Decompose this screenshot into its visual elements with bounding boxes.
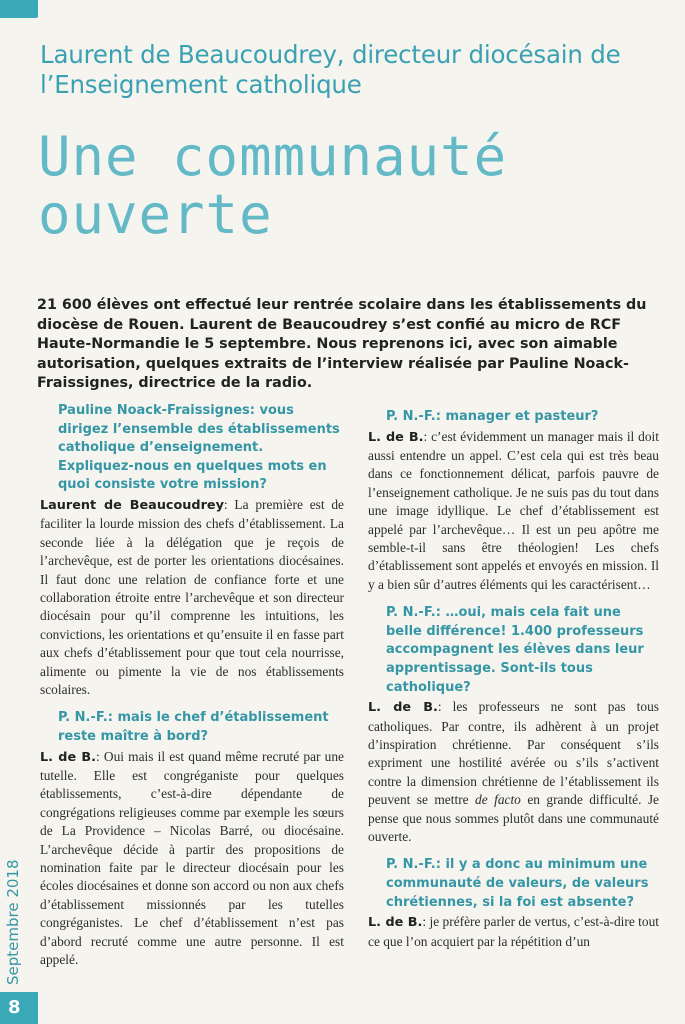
answer-text: : les professeurs ne sont pas tous catholiques. Par contre, ils adhèrent à un projet d’inspiration chrétienne. Par conséquent s’ils expriment une hostilité avérée ou s’ils s’activent contre la dimension chrétienne de l’établissement ils peuvent se mettre <box>368 699 659 808</box>
speaker-label: L. de B. <box>368 429 424 445</box>
title-line-1: Une communauté <box>38 125 508 188</box>
answer-text: en grande difficulté. Je pense que nous sommes plutôt dans une communauté ouverte. <box>368 792 659 845</box>
question-5: P. N.-F.: il y a donc au minimum une communauté de valeurs, de valeurs chrétiennes, si la foi est absente? <box>386 857 649 910</box>
answer-5 <box>368 913 659 951</box>
speaker-label: L. de B. <box>368 700 438 716</box>
answer-text: : je préfère parler de vertus, c’est-à-dire tout ce que l’on acquiert par la répétition d’un <box>368 914 659 949</box>
question-3: P. N.-F.: manager et pasteur? <box>386 409 599 424</box>
right-column <box>368 408 659 961</box>
issue-date-label: Septembre 2018 <box>4 859 22 985</box>
page-number: 8 <box>8 997 21 1018</box>
answer-1 <box>40 496 344 699</box>
answer-text: : Oui mais il est quand même recruté par une tutelle. Elle est congréganiste pour quelques établissements, c’est-à-dire dépendante de congrégations religieuses comme par exemple les sœurs de La Providence – Nicolas Barré, ou diocésaine. L’archevêque décide à partir des propositions de nomination faite par le directeur diocésain pour les écoles diocésaines et donne son accord ou non aux chefs d’établissement missionnés par les tutelles congréganistes. Le chef d’établissement n’est pas d’abord recruté comme une autre personne. Il est appelé. <box>40 748 344 968</box>
left-column <box>40 402 344 980</box>
question-4: P. N.-F.: …oui, mais cela fait une belle différence! 1.400 professeurs accompagnent les élèves dans leur apprentissage. Sont-ils tous catholique? <box>386 605 644 695</box>
article-title <box>38 125 658 246</box>
answer-text: : c’est évidemment un manager mais il doit aussi entendre un appel. C’est cela qui est très beau dans ce fonctionnement délicat, parfois pauvre de l’enseignement catholique. Je ne suis pas du tout dans une image idyllique. Le chef d’établissement est appelé par l’archevêque… Il est un peu apôtre me semble-t-il sans être théologien! Les chefs d’établissement sont appelés et envoyés en mission. Il y a bien sûr d’autres éléments qui les caractérisent… <box>368 428 659 592</box>
corner-tab <box>0 0 38 18</box>
answer-3 <box>368 428 659 595</box>
answer-4 <box>368 698 659 846</box>
speaker-label: Laurent de Beaucoudrey <box>40 497 224 513</box>
question-2: P. N.-F.: mais le chef d’établissement reste maître à bord? <box>58 710 329 745</box>
article-intro: 21 600 élèves ont effectué leur rentrée scolaire dans les établissements du diocèse de Rouen. Laurent de Beaucoudrey s’est confié au micro de RCF Haute-Normandie le 5 septembre. Nous reprenons ici, avec son aimable autorisation, quelques extraits de l’interview réalisée par Pauline Noack-Fraissignes, directrice de la radio. <box>37 297 647 391</box>
answer-text: : La première est de faciliter la lourde mission des chefs d’établissement. La seconde liée à la délégation que je reçois de l’archevêque, est de porter les orientations diocésaines. Il faut donc une relation de confiance forte et une collaboration étroite entre l’archevêque et son directeur diocésain pour qu’il comprenne les intuitions, les convictions, les orientations et qu’ensuite il en fasse part aux chefs d’établissement pour que tout cela nourrisse, alimente ou pimente la vie de nos établissements scolaires. <box>40 496 344 698</box>
answer-italic: de facto <box>475 792 521 808</box>
question-1: Pauline Noack-Fraissignes: vous dirigez l’ensemble des établissements catholique d’enseignement. Expliquez-nous en quelques mots en quoi consiste votre mission? <box>58 403 340 493</box>
title-line-2: ouverte <box>38 183 273 246</box>
speaker-label: L. de B. <box>368 915 423 931</box>
answer-2 <box>40 748 344 970</box>
speaker-label: L. de B. <box>40 749 97 765</box>
article-subtitle: Laurent de Beaucoudrey, directeur diocésain de l’Enseignement catholique <box>40 40 621 99</box>
